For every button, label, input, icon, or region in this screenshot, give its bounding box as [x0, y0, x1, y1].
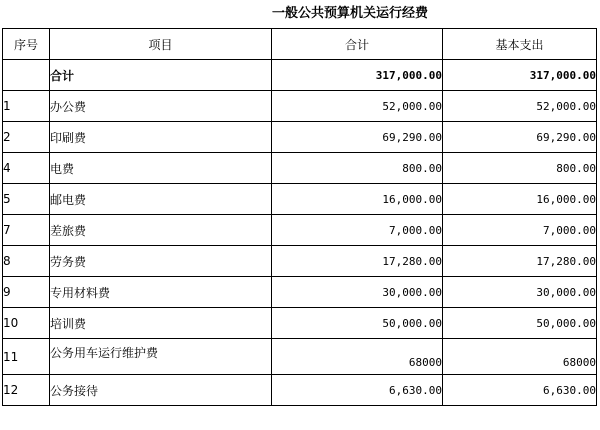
- header-seq: 序号: [3, 29, 50, 60]
- cell-seq: 9: [3, 277, 50, 308]
- header-row: [3, 29, 597, 60]
- cell-basic: 7,000.00: [443, 215, 597, 246]
- cell-total: 52,000.00: [272, 91, 443, 122]
- cell-total: 30,000.00: [272, 277, 443, 308]
- table-row: [3, 339, 597, 375]
- cell-total: 6,630.00: [272, 375, 443, 406]
- cell-seq: 5: [3, 184, 50, 215]
- cell-item: 培训费: [50, 308, 272, 339]
- cell-total: 7,000.00: [272, 215, 443, 246]
- cell-total: 50,000.00: [272, 308, 443, 339]
- cell-basic: 17,280.00: [443, 246, 597, 277]
- table-title: 一般公共预算机关运行经费: [271, 6, 428, 21]
- cell-total: 317,000.00: [272, 60, 443, 91]
- cell-item: 公务用车运行维护费: [50, 339, 272, 375]
- cell-basic: 800.00: [443, 153, 597, 184]
- cell-item: 公务接待: [50, 375, 272, 406]
- cell-basic: 69,290.00: [443, 122, 597, 153]
- cell-seq: 8: [3, 246, 50, 277]
- cell-item: 合计: [50, 60, 272, 91]
- budget-table: [2, 28, 597, 406]
- cell-item: 电费: [50, 153, 272, 184]
- cell-seq: 4: [3, 153, 50, 184]
- table-row: [3, 91, 597, 122]
- cell-seq: 2: [3, 122, 50, 153]
- table-row: [3, 153, 597, 184]
- cell-total: 69,290.00: [272, 122, 443, 153]
- header-basic: 基本支出: [443, 29, 597, 60]
- table-row: [3, 375, 597, 406]
- cell-total: 17,280.00: [272, 246, 443, 277]
- cell-seq: 11: [3, 339, 50, 375]
- cell-basic: 30,000.00: [443, 277, 597, 308]
- table-row: [3, 308, 597, 339]
- cell-seq: 1: [3, 91, 50, 122]
- cell-basic: 16,000.00: [443, 184, 597, 215]
- cell-total: 16,000.00: [272, 184, 443, 215]
- table-row: [3, 122, 597, 153]
- cell-item: 邮电费: [50, 184, 272, 215]
- cell-basic: 68000: [443, 339, 597, 375]
- cell-item: 差旅费: [50, 215, 272, 246]
- cell-seq: 10: [3, 308, 50, 339]
- table-row: [3, 246, 597, 277]
- cell-total: 68000: [272, 339, 443, 375]
- header-item: 项目: [50, 29, 272, 60]
- table-row: [3, 184, 597, 215]
- cell-basic: 317,000.00: [443, 60, 597, 91]
- cell-basic: 6,630.00: [443, 375, 597, 406]
- table-row-total: [3, 60, 597, 91]
- cell-basic: 50,000.00: [443, 308, 597, 339]
- cell-item: 印刷费: [50, 122, 272, 153]
- cell-total: 800.00: [272, 153, 443, 184]
- cell-item: 劳务费: [50, 246, 272, 277]
- cell-seq: [3, 60, 50, 91]
- table-row: [3, 277, 597, 308]
- cell-item: 办公费: [50, 91, 272, 122]
- cell-seq: 7: [3, 215, 50, 246]
- header-total: 合计: [272, 29, 443, 60]
- cell-basic: 52,000.00: [443, 91, 597, 122]
- table-row: [3, 215, 597, 246]
- cell-item: 专用材料费: [50, 277, 272, 308]
- cell-seq: 12: [3, 375, 50, 406]
